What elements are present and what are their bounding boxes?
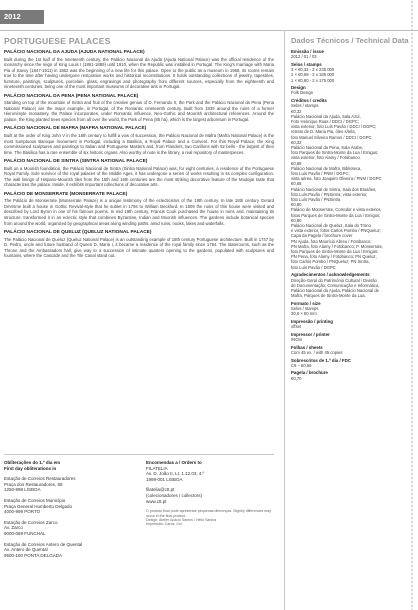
location-porto [4, 498, 130, 515]
tech-block [291, 345, 413, 356]
location-line: 9000-069 FUNCHAL [4, 530, 46, 536]
tech-value: foto Parques de Sintra-Monte da Lua / Emigus; [291, 150, 379, 156]
tech-label: Formato / size [291, 300, 321, 306]
column-divider [284, 30, 285, 610]
orders-block [146, 460, 274, 527]
tech-block [291, 62, 413, 83]
section-queluz [4, 230, 274, 259]
orders-email-note: (colecionadores / collectors) [146, 492, 203, 498]
section-body: The Palácio Nacional de Queluz (Queluz National Palace) is an outstanding example of 18th century Portuguese architecture. Built in 1747 by D. Pedro, uncle and future husband of Queen D. Maria I, it became a residence of the royal family since 1794. The staterooms, such as the Throne and the Ambassadors hall, give way to a succession of intimate quarters opening to the gardens, populated with sculptures and fountains, where the Cascade and the Tile Canal stand out. [4, 236, 274, 259]
tech-label: Emissão / issue [291, 49, 324, 54]
orders-line: FILATELIA [146, 465, 168, 471]
tech-value: foto Parques de Sintra-Monte da Lua / Emigus; [291, 249, 379, 255]
tech-value: Palácio de Monserrate, Corredor e vista exterior, [291, 207, 382, 213]
tech-block [291, 98, 413, 270]
tech-value: offset [291, 324, 302, 330]
tech-value: Palácio Nacional de Queluz, Sala do Trono [291, 223, 371, 229]
tech-value: €0,70 [291, 375, 302, 381]
tech-block [291, 49, 413, 60]
section-mafra [4, 126, 274, 155]
section-body: Built on a Moorish foundation, the Palácio Nacional de Sintra (Sintra National Palace) was, for eight centuries, a residence of the Portuguese Royal Family. Sole survivor of the royal palaces of the Middle Ages, it has undergone a series of works resulting in its complex configuration. The wall linings of Hispano-Moorish tiles from the 15th and 16th centuries are the most striking decorative feature of the Mudejar taste that characterizes the palace. Inside, it exhibits important collections of decorative arts. [4, 165, 274, 188]
tech-value: 2012 / 01 / 03 [291, 54, 317, 60]
location-lisboa [4, 476, 130, 493]
tech-label: Selos / stamps [291, 61, 322, 67]
tech-value: €0,68 [291, 181, 302, 187]
section-heading: PALÁCIO DE MONSERRATE (MONSERRATE PALACE) [4, 191, 128, 197]
main-column [4, 36, 274, 263]
section-sintra [4, 159, 274, 188]
tech-value: foto Luís Pavão / PNSintra; vista exterior, [291, 191, 368, 197]
footer-rule [4, 454, 274, 455]
tech-label: Design [291, 85, 306, 91]
location-line: 1250-998 LISBOA [4, 487, 41, 493]
location-line: Estação de Correios Município [4, 497, 66, 503]
section-body: Built at the order of King John V in the 18th century to fulfill a vow of succession, the Palácio Nacional de Mafra (Mafra National Palace) is the most sumptuous Baroque monument in Portugal, including a Basilica, a Royal Palace and a Convent. For this Royal Palace, the King commissioned sculptures and paintings to Italian and Portuguese Masters and, from Flanders, two Carillons with 92 bells - the largest of their time. The Basilica has a rare ensemble of six historic organs. Also worthy of note is the library, a real repository of masterpieces. [4, 132, 274, 155]
tech-value: Palácio Nacional da Pena, Sala Árabe, [291, 145, 364, 150]
location-ponta-delgada [4, 542, 130, 559]
first-day-heading-pt: Obliterações do 1.º dia em [4, 460, 61, 465]
tech-label: Créditos / credits [291, 98, 327, 104]
orders-email-link[interactable]: filatelia@ctt.pt [146, 487, 175, 493]
tech-value: e vista exterior, fotos Carlos Pombo / PNQueluz; [291, 228, 381, 234]
section-body: Built during the 1st half of the nineteenth century, the Palácio Nacional da Ajuda (Ajuda National Palace) was the official residence of the monarchy since the reign of King Louis I (1861-1889) until 1910, when the Republic was installed in Portugal. The King's marriage with Maria Pia of Savoy (1847-1911) in 1862 was the beginning of a new life for this palace. Open to the public as a museum in 1968, its rooms remain true to the time after having undergone restoration works and historical reconstitutions. It holds outstanding collections of jewelry, tapestries, furniture, paintings, sculptures, porcelain, glass, engravings and photography from different sources, especially from the eighteenth and nineteenth centuries, being one of the most important museums of decorative arts in Portugal. [4, 56, 274, 90]
first-day-block [4, 460, 130, 558]
tech-value: 3 × €0,32 - 2 x 235 000 [291, 67, 335, 73]
location-line: Estação de Correios Antero de Quental [4, 541, 83, 547]
tech-value: foto Carlos Pombo / PNQueluz; PN Sintra, [291, 259, 370, 265]
section-heading: PALÁCIO NACIONAL DA AJUDA (AJUDA NATIONAL PALACE) [4, 50, 145, 55]
tech-label: Sobrescritos de 1.º dia / FDC [291, 357, 351, 363]
section-body: Standing on top of the mountain of Sintra and fruit of the creative genius of D. Fernando II, the Park and the Palácio Nacional da Pena (Pena National Palace) are the major example, in Portugal, of the Romantic nineteenth century. Built from 1839 around the ruins of a former Hieronimyte monastery, the Palace incorporates, under Romantic influence, Neo-Gothic and Moorish architectural references. Around the palace, the King planted trees species from all over the world, the Park of Pena (85 ha), which is the largest arboretum in Portugal. [4, 100, 274, 122]
tech-block [291, 358, 413, 369]
tech-block [291, 332, 413, 343]
tech-label: Pagela / brochure [291, 370, 328, 376]
tech-label: Impressor / printer [291, 331, 330, 337]
tech-value: €0,32 [291, 139, 302, 145]
tech-value: INCM [291, 337, 302, 343]
tech-value: retrato de D. Maria Pia, óleo s/tela, [291, 129, 356, 135]
location-line: 4000-999 PORTO [4, 509, 41, 515]
page-title: PORTUGUESE PALACES [4, 36, 111, 46]
section-heading: PALÁCIO NACIONAL DA PENA (PENA NATIONAL PALACE) [4, 93, 139, 99]
tech-block [291, 370, 413, 381]
tech-value: foto Luís Pavão / PNSintra [291, 197, 341, 203]
technical-data-list [291, 49, 413, 381]
orders-website-link[interactable]: www.ctt.pt [146, 498, 167, 504]
tech-value: 2 × €0,68 - 2 x 185 000 [291, 72, 335, 78]
tech-label: Agradecimentos / acknowledgements [291, 272, 370, 278]
tech-value: 30,6 × 80 mm [291, 311, 317, 317]
section-body: The Palácio de Monserrate (Monserrate Palace) is a unique testimony of the eclecticisms of the 19th century. In late 18th century Gerard DeVisme built a house in Gothic Revival-style that he sublet in 1794 to William Beckford. In 1809 the ruins of this house were visited and described by Lord Byron in one of his famous poems. In mid 19th century, Francis Cook purchased the house in ruins and, maintaining its structure, transformed it in an eclectic style that combines Byzantine, Indian and Moorish influences. The gardens include botanical species from around the world, organized by geographical areas along winding paths, amid ruins, nooks, lakes and waterfalls. [4, 198, 274, 226]
tech-value: Palácio Nacional de Sintra, Sala dos Brasões, [291, 186, 377, 192]
tech-value: C6 – €0,56 [291, 362, 312, 368]
location-line: Estação de Correios Zarco [4, 519, 58, 525]
section-heading: PALÁCIO NACIONAL DE SINTRA (SINTRA NATIONAL PALACE) [4, 159, 148, 165]
disclaimer: O produto final pode apresentar pequenas diferenças. Slightly differences may occur in the final product. [146, 509, 271, 518]
orders-heading: Encomendas a / Orders to [146, 460, 202, 465]
tech-value: PN Pena, foto Alamy / Fotobanco; PN Queluz, [291, 254, 377, 260]
tech-value: fotos Parques de Sintra-Monte da Lua / Emigus; [291, 212, 381, 218]
technical-data-column [291, 36, 413, 383]
tech-label: Folhas / sheets [291, 344, 323, 350]
tech-block [291, 272, 413, 298]
tech-block [291, 85, 413, 96]
section-pena [4, 94, 274, 123]
location-line: Av. Zarco [4, 525, 23, 531]
credit-line: Design: Atelier Acácio Santos / Hélio Santos [146, 517, 217, 522]
tech-value: €0,80 [291, 202, 302, 208]
technical-data-title: Dados Técnicos / Technical Data [291, 36, 409, 45]
tech-block [291, 319, 413, 330]
section-monserrate [4, 192, 274, 226]
location-line: Praça dos Restauradores, 58 [4, 481, 63, 487]
first-day-heading-en: First day obliterations in [4, 465, 57, 471]
orders-line: Av. D. João II, Lt. 1.12.03, 4.º [146, 471, 205, 477]
tech-value: Selos / stamps [291, 306, 319, 312]
location-line: Praça General Humberto Delgado [4, 503, 73, 509]
tech-value: vista exterior, foto Alamy / Fotobanco [291, 155, 360, 161]
tech-label: Impressão / printing [291, 318, 333, 324]
tech-value: €0,80 [291, 217, 302, 223]
tech-value: PN Ajuda, foto Maurício Abreu / Fotobanco; [291, 238, 372, 244]
tech-value: Folk Design [291, 90, 314, 96]
tech-value: foto Luís Pavão / PNM / DGPC; [291, 171, 350, 177]
section-ajuda [4, 50, 274, 90]
section-heading: PALÁCIO NACIONAL DE MAFRA (MAFRA NATIONAL PALACE) [4, 126, 147, 132]
tech-value: foto Manuel Silveira Ramos / DDCI / DGPC [291, 134, 372, 140]
credit-line: Impressão: Cartor, Ltd. [146, 522, 183, 527]
location-funchal [4, 520, 130, 537]
tech-value: Capa da Pagela / brochure cover [291, 233, 353, 239]
tech-value: PN Mafra, foto Alamy / Fotobanco; P. Monserrate, [291, 243, 384, 249]
tech-value: Mafra, Parques de Sintra-Monte da Lua. [291, 293, 366, 299]
tech-value: de Documentação, Comunicação e Informática, [291, 282, 380, 288]
tech-value: Foto Henrique Ruas / DDCI / DGPC; [291, 118, 359, 124]
tech-value: Palácio Nacional da Ajuda, Sala Azul, [291, 113, 361, 119]
tech-value: foto Luís Pavão / DGPC [291, 264, 336, 270]
tech-value: Palácio Nacional da Ajuda, Palácio Nacional de [291, 287, 379, 293]
header-rule [0, 30, 418, 31]
tech-block [291, 301, 413, 317]
year-badge: 2012 [0, 10, 44, 24]
tech-value: Selos / stamps [291, 103, 319, 109]
tech-value: €0,68 [291, 160, 302, 166]
tech-value: 1 × €0,80 - 2 x 175 000 [291, 77, 335, 83]
orders-line: 1999-001 LISBOA [146, 476, 183, 482]
tech-value: vista aérea, foto Joaquim Oliveira / PNM / DGPC [291, 176, 382, 182]
section-heading: PALÁCIO NACIONAL DE QUELUZ (QUELUZ NATIONAL PALACE) [4, 230, 152, 236]
tech-value: Com 45 ex. / with 45 copies [291, 349, 343, 355]
location-line: Estação de Correios Restauradores [4, 476, 76, 482]
tech-value: Palácio Nacional de Mafra, Biblioteca, [291, 165, 362, 171]
tech-value: Direção-Geral do Património Cultural / Divisão [291, 277, 377, 283]
location-line: Av. Antero de Quental [4, 547, 48, 553]
tech-value: €0,32 [291, 108, 302, 114]
tech-value: vista exterior, foto Luís Pavão / DDCI / DGPC; [291, 124, 377, 130]
location-line: 9500-160 PONTA DELGADA [4, 552, 62, 558]
